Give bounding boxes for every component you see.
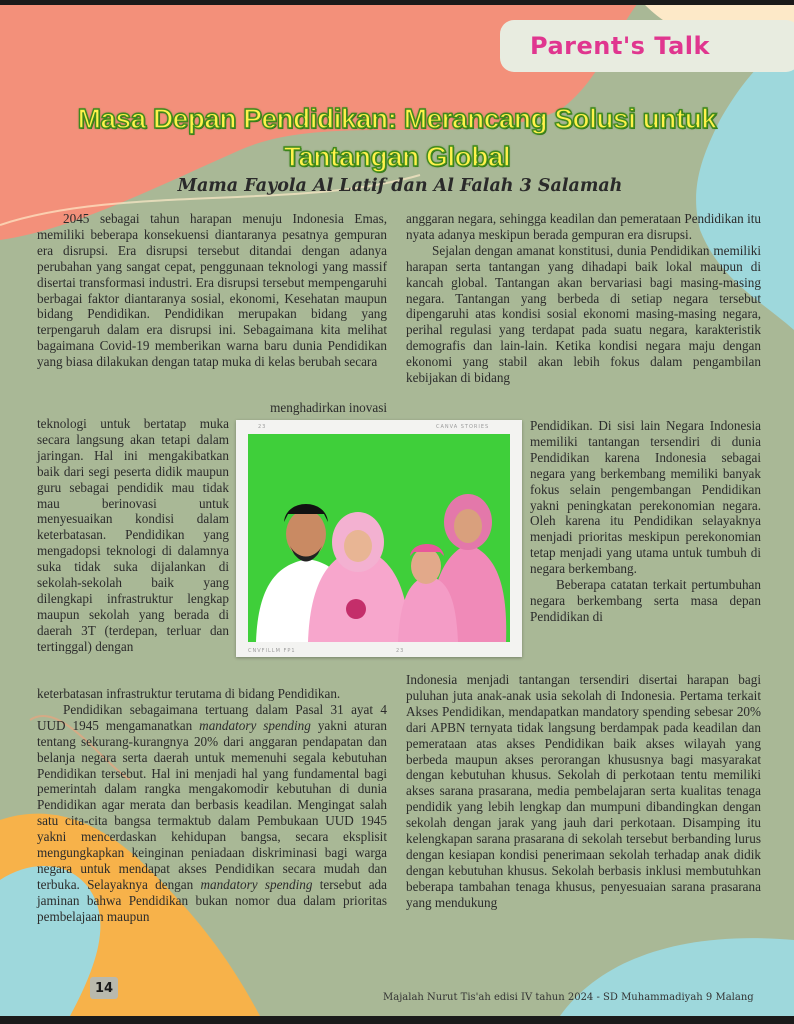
intro-text: 2045 sebagai tahun harapan menuju Indonesia Emas, memiliki beberapa konsekuensi diantaranya pesatnya gempuran era disrupsi. Era disrupsi tersebut ditandai dengan adanya perubahan yang sangat cepat, penggunaan teknologi yang massif disertai transformasi industri. Era disrupsi tersebut mempengaruhi berbagai faktor diantaranya sosial, ekonomi, Kesehatan maupun bidang Pendidikan. Pendidikan merupakan bidang yang terpengaruh dalam era disrupsi ini. Sebagaimana kita melihat bagaimana Covid-19 memberikan warna baru dunia Pendidikan yang biasa dilakukan dengan tatap muka di kelas berubah secara xyxy=(37,211,387,370)
paragraph-intro xyxy=(37,211,387,370)
left-column-top xyxy=(37,211,387,370)
paragraph-notes-start: Beberapa catatan terkait pertumbuhan negara berkembang serta masa depan Pendidikan di xyxy=(530,577,761,624)
photo-image xyxy=(248,434,510,642)
left-column-inline-right xyxy=(244,400,387,416)
paragraph-continued: anggaran negara, sehingga keadilan dan pemerataan Pendidikan itu nyata adanya meskipun berada gempuran era disrupsi. xyxy=(406,211,761,242)
p2-text-b: yakni aturan tentang sekurang-kurangnya 20% dari anggaran pendapatan dan belanja negara serta daerah untuk memenuhi segala kebutuhan Pendidikan tersebut. Hal ini menjadi hal yang fundamental bagi pemerintah dalam rangka mengakomodir kebutuhan di dunia Pendidikan agar merata dan berbasis keadilan. Mengingat salah satu cita-cita bangsa termaktub dalam Pembukaan UUD 1945 yakni mencerdaskan kehidupan bangsa, secara eksplisit mengungkapkan keinginan peniadaan diskriminasi bagi warga negara untuk mendapat akses Pendidikan secara mudah dan terbuka. Selayaknya dengan xyxy=(37,717,387,892)
family-photo xyxy=(236,420,522,657)
narrow-text: teknologi untuk bertatap muka secara langsung akan tetapi dalam jaringan. Hal ini mengakibatkan baik dari segi peserta didik maupun guru sebagai pendidik mau tidak mau berinovasi untuk menyesuaikan kondisi dalam keterbatasan. Pendidikan yang mengadopsi teknologi di dalamnya suka tidak suka dijalankan di sekolah-sekolah baik yang dilengkapi infrastruktur lengkap maupun sekolah yang berada di daerah 3T (terdepan, terluar dan tertinggal) dengan xyxy=(37,416,229,654)
paragraph-access: Indonesia menjadi tantangan tersendiri disertai harapan bagi puluhan juta anak-anak usia sekolah di Indonesia. Pertama terkait Akses Pendidikan, mendapatkan mandatory spending sebesar 20% dari APBN ternyata tidak langsung berdampak pada keadilan dan pemerataan atas akses Pendidikan baik akses wilayah yang berbeda maupun akses perorangan khususnya bagi masyarakat dengan kebutuhan khusus. Sekolah di perkotaan tentu memiliki akses sarana prasarana, media pembelajaran serta kualitas tenaga pendidik yang lebih lengkap dan mumpuni dibandingkan dengan sekolah dengan jarak yang jauh dari perkotaan. Disamping itu kelengkapan sarana prasarana di sekolah tersebut berbanding lurus dengan kesiapan kondisi penerimaan sekolah terhadap anak didik dengan kebutuhan khusus. Sekolah berbasis inklusi membutuhkan beberapa tambahan tenaga khusus, penyesuaian sarana prasarana yang mendukung xyxy=(406,672,761,910)
right-column-narrow xyxy=(530,418,761,625)
article-authors: Mama Fayola Al Latif dan Al Falah 3 Salamah xyxy=(177,176,623,196)
section-tag xyxy=(500,20,794,72)
right-column-bottom xyxy=(406,672,761,911)
photo-label-top-right: CANVA STORIES xyxy=(436,424,490,430)
paragraph-indonesia: Pendidikan. Di sisi lain Negara Indonesia memiliki tantangan tersendiri di dunia Pendidikan karena Indonesia sebagai negara yang berkembang memiliki banyak fokus selain pengembangan Pendidikan yakni peningkatan perekonomian negara. Oleh karena itu Pendidikan selayaknya menjadi prioritas meskipun perekonomian tetap menjadi yang utama untuk tumbuh di negara berkembang. xyxy=(530,418,761,577)
page-number-text: 14 xyxy=(94,980,114,996)
p2-text-c: tersebut ada jaminan bahwa Pendidikan bukan nomor dua dalam prioritas pembelajaan maupun xyxy=(37,876,388,924)
title-line-1: Masa Depan Pendidikan: Merancang Solusi untuk xyxy=(77,103,717,134)
top-border xyxy=(0,0,794,5)
photo-label-bottom-center: 23 xyxy=(396,648,405,654)
title-line-2: Tantangan Global xyxy=(283,141,511,172)
family-illustration xyxy=(248,434,510,642)
photo-label-top-left: 23 xyxy=(258,424,267,430)
bottom-border xyxy=(0,1016,794,1024)
p2-italic-2: mandatory spending xyxy=(200,876,313,892)
right-column-top xyxy=(406,211,761,386)
page-number xyxy=(90,977,118,999)
footer-credit: Majalah Nurut Tis'ah edisi IV tahun 2024 - SD Muhammadiyah 9 Malang xyxy=(383,992,754,1003)
p2-italic-1: mandatory spending xyxy=(199,717,311,733)
left-column-bottom xyxy=(37,686,387,925)
section-label: Parent's Talk xyxy=(530,32,710,60)
p2-text-a: Pendidikan sebagaimana tertuang dalam Pasal 31 ayat 4 UUD 1945 mengamanatkan xyxy=(37,701,387,733)
inline-text: menghadirkan inovasi xyxy=(270,400,387,415)
photo-label-bottom-left: CNVFILLM FP1 xyxy=(248,648,296,654)
paragraph-challenges: Sejalan dengan amanat konstitusi, dunia Pendidikan memiliki harapan serta tantangan yang dihadapi baik lokal maupun di kancah global. Tantangan akan bervariasi bagi masing-masing negara. Tantangan yang berbeda di setiap negara tersebut dipengaruhi atas kondisi sosial ekonomi masing-masing negara, perihal regulasi yang terdapat pada suatu negara, karakteristik demografis dan lain-lain. Ketika kondisi negara maju dengan ekonomi yang stabil akan lebih fokus dalam pengambilan kebijakan di bidang xyxy=(406,242,761,386)
paragraph-infra-end: keterbatasan infrastruktur terutama di bidang Pendidikan. xyxy=(37,686,341,701)
paragraph-mandatory-spending xyxy=(37,702,387,925)
left-column-narrow xyxy=(37,416,229,655)
article-title xyxy=(40,100,754,176)
